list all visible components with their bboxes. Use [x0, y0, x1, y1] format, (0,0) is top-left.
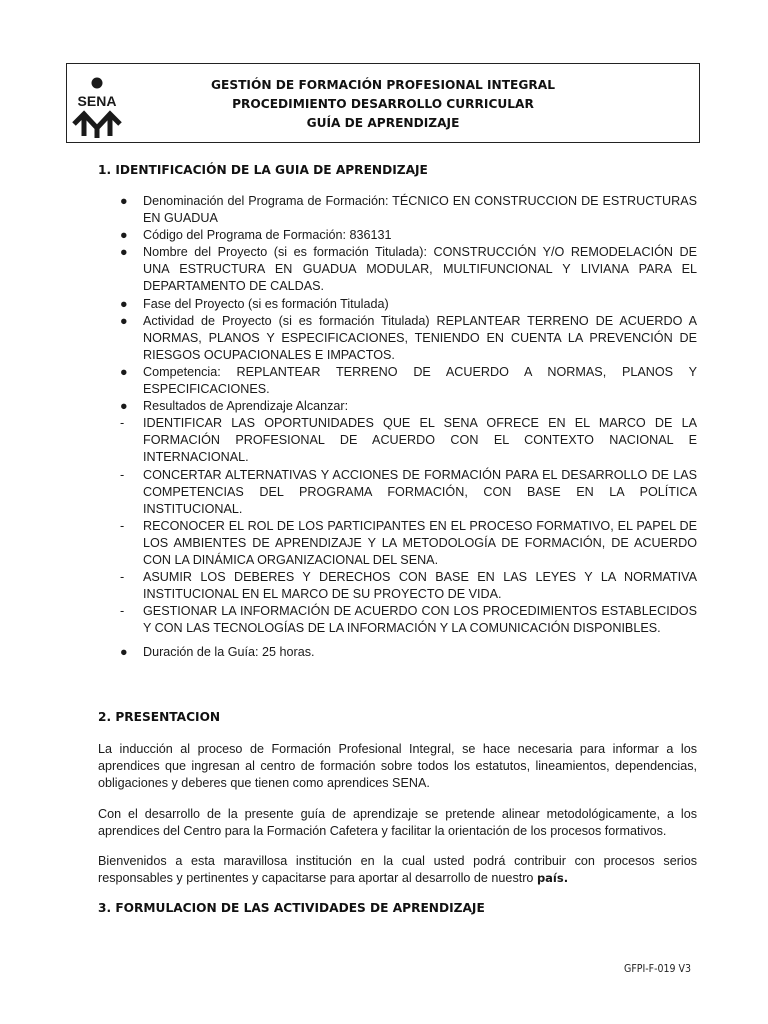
list-item-text: Fase del Proyecto (si es formación Titulada)	[143, 296, 389, 311]
list-item-text: Actividad de Proyecto (si es formación Titulada) REPLANTEAR TERRENO DE ACUERDO A NORMAS, PLANOS Y ESPECIFICACIONES, TENIENDO EN CUENTA LA PREVENCIÓN DE RIESGOS OCUPACIONALES E IMPACTOS.	[143, 313, 697, 362]
form-code: GFPI-F-019 V3	[624, 963, 691, 975]
duration-text: Duración de la Guía: 25 horas.	[143, 645, 315, 659]
result-item	[98, 467, 697, 518]
result-item	[98, 603, 697, 637]
bullet-icon: ●	[120, 645, 128, 659]
presentation-paragraph-2: Con el desarrollo de la presente guía de aprendizaje se pretende alinear metodológicamente, a los aprendices del Centro para la Formación Cafetera y facilitar la orientación de los procesos formativos.	[98, 807, 697, 839]
dash-icon: -	[120, 467, 125, 482]
header-title-3: GUÍA DE APRENDIZAJE	[306, 116, 460, 130]
result-item	[98, 518, 697, 569]
list-item-text: Nombre del Proyecto (si es formación Titulada): CONSTRUCCIÓN Y/O REMODELACIÓN DE UNA ESTRUCTURA EN GUADUA MODULAR, MULTIFUNCIONAL Y LIVIANA PARA EL DEPARTAMENTO DE CALDAS.	[143, 245, 697, 294]
header-title-2: PROCEDIMIENTO DESARROLLO CURRICULAR	[232, 97, 534, 111]
result-item	[98, 415, 697, 466]
section-2-heading: 2. PRESENTACION	[98, 710, 221, 724]
bullet-icon: ●	[120, 399, 128, 414]
presentation-paragraph-3	[98, 853, 697, 887]
header-title-1: GESTIÓN DE FORMACIÓN PROFESIONAL INTEGRAL	[211, 78, 555, 92]
bullet-icon: ●	[120, 228, 128, 243]
section-3-heading: 3. FORMULACION DE LAS ACTIVIDADES DE APRENDIZAJE	[98, 901, 485, 915]
list-item-text: Código del Programa de Formación: 836131	[143, 228, 392, 243]
sena-logo-text: SENA	[77, 93, 117, 109]
dash-icon: -	[120, 570, 125, 585]
bullet-icon: ●	[120, 313, 128, 328]
duration-list	[98, 644, 697, 661]
paragraph-3-end: país.	[536, 871, 569, 886]
section-1-heading: 1. IDENTIFICACIÓN DE LA GUIA DE APRENDIZAJE	[98, 163, 428, 177]
result-item-text: CONCERTAR ALTERNATIVAS Y ACCIONES DE FORMACIÓN PARA EL DESARROLLO DE LAS COMPETENCIAS DEL PROGRAMA FORMACIÓN, CON BASE EN LA POLÍTICA INSTITUCIONAL.	[143, 467, 697, 516]
list-item-text: Competencia: REPLANTEAR TERRENO DE ACUERDO A NORMAS, PLANOS Y ESPECIFICACIONES.	[143, 364, 697, 397]
dash-icon: -	[120, 518, 125, 533]
result-item-text: IDENTIFICAR LAS OPORTUNIDADES QUE EL SENA OFRECE EN EL MARCO DE LA FORMACIÓN PROFESIONAL DE ACUERDO CON EL CONTEXTO NACIONAL E INTERNACIONAL.	[143, 416, 697, 465]
list-item	[98, 244, 697, 295]
result-item-text: RECONOCER EL ROL DE LOS PARTICIPANTES EN EL PROCESO FORMATIVO, EL PAPEL DE LOS AMBIENTES DE APRENDIZAJE Y LA METODOLOGÍA DE FORMACIÓN, DE ACUERDO CON LA DINÁMICA ORGANIZACIONAL DEL SENA.	[143, 518, 697, 567]
list-item	[98, 398, 697, 415]
identification-list	[98, 193, 697, 637]
list-item-text: Denominación del Programa de Formación: TÉCNICO EN CONSTRUCCION DE ESTRUCTURAS EN GUADUA	[143, 194, 697, 226]
bullet-icon: ●	[120, 296, 128, 311]
dash-icon: -	[120, 604, 125, 619]
list-item	[98, 313, 697, 364]
bullet-icon: ●	[120, 194, 128, 208]
dash-icon: -	[120, 416, 125, 431]
list-item	[98, 227, 697, 244]
bullet-icon: ●	[120, 364, 128, 379]
bullet-icon: ●	[120, 245, 128, 260]
list-item-text: Resultados de Aprendizaje Alcanzar:	[143, 399, 349, 414]
result-item-text: GESTIONAR LA INFORMACIÓN DE ACUERDO CON LOS PROCEDIMIENTOS ESTABLECIDOS Y CON LAS TECNOLOGÍAS DE LA INFORMACIÓN Y LA COMUNICACIÓN DISPONIBLES.	[143, 604, 697, 636]
header-titles	[67, 76, 699, 133]
document-header	[66, 63, 700, 143]
list-item	[98, 193, 697, 227]
result-item-text: ASUMIR LOS DEBERES Y DERECHOS CON BASE EN LAS LEYES Y LA NORMATIVA INSTITUCIONAL EN EL MARCO DE SU PROYECTO DE VIDA.	[143, 570, 697, 602]
list-item	[98, 364, 697, 398]
paragraph-3-text: Bienvenidos a esta maravillosa institución en la cual usted podrá contribuir con procesos serios responsables y pertinentes y capacitarse para aportar al desarrollo de nuestro	[98, 854, 697, 886]
presentation-paragraph-1: La inducción al proceso de Formación Profesional Integral, se hace necesaria para informar a los aprendices que ingresan al centro de formación sobre todos los estatutos, lineamientos, dependencias, obligaciones y deberes que tienen como aprendices SENA.	[98, 742, 697, 791]
result-item	[98, 569, 697, 603]
list-item	[98, 296, 697, 313]
list-item	[98, 644, 697, 661]
